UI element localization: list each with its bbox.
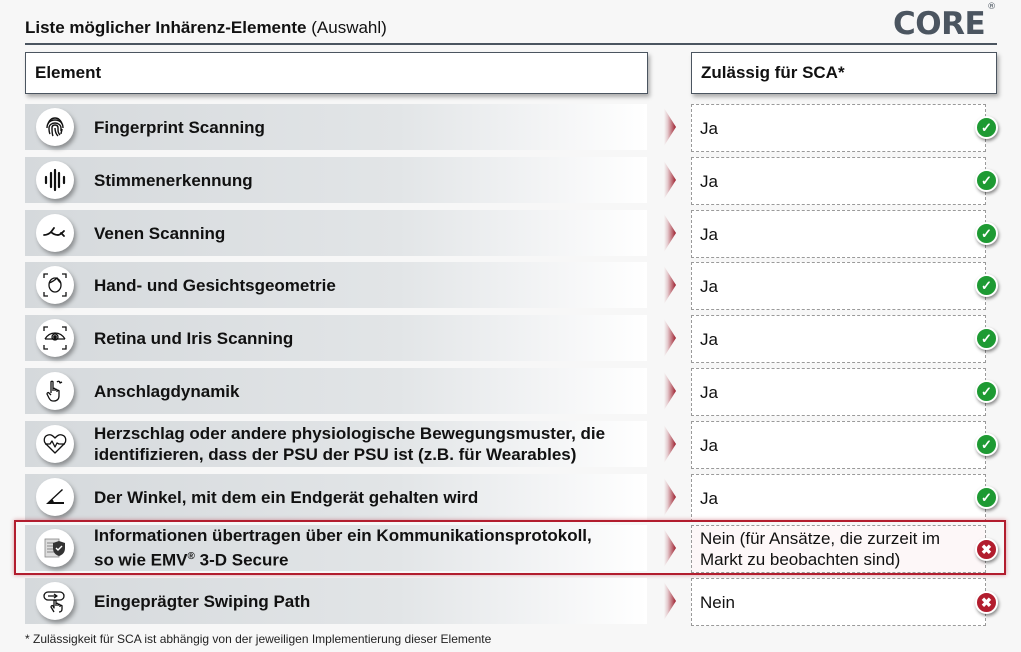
label-line-2 xyxy=(94,546,641,571)
value-line-2: Markt zu beobachten sind) xyxy=(700,550,901,569)
swipe-gesture-icon xyxy=(36,582,74,620)
row-value xyxy=(691,157,986,205)
row-value xyxy=(691,474,986,522)
title-bold: Liste möglicher Inhärenz-Elemente xyxy=(25,18,307,37)
label-text: 3-D Secure xyxy=(194,550,289,570)
eye-scan-icon xyxy=(36,319,74,357)
footnote: * Zulässigkeit für SCA ist abhängig von der jeweiligen Implementierung dieser Elemente xyxy=(25,632,492,646)
check-icon: ✓ xyxy=(975,486,998,509)
table-row xyxy=(25,262,647,308)
check-icon: ✓ xyxy=(975,327,998,350)
cross-icon: ✖ xyxy=(975,538,998,561)
value-text: Ja xyxy=(700,171,718,191)
angle-icon xyxy=(36,478,74,516)
arrow-icon xyxy=(664,372,676,410)
table-row xyxy=(25,104,647,150)
row-value xyxy=(691,421,986,469)
arrow-icon xyxy=(664,478,676,516)
finger-tap-icon xyxy=(36,372,74,410)
value-text: Ja xyxy=(700,276,718,296)
table-row xyxy=(25,210,647,256)
label-text: so wie EMV xyxy=(94,550,188,570)
row-label: Der Winkel, mit dem ein Endgerät gehalten wird xyxy=(94,487,479,507)
check-icon: ✓ xyxy=(975,222,998,245)
vein-icon xyxy=(36,214,74,252)
row-value xyxy=(691,262,986,310)
logo-registered-mark: ® xyxy=(987,1,996,12)
value-text: Nein xyxy=(700,592,735,612)
check-icon: ✓ xyxy=(975,380,998,403)
row-label: Eingeprägter Swiping Path xyxy=(94,591,311,611)
label-line-2: identifizieren, dass der PSU der PSU ist (z.B. für Wearables) xyxy=(94,445,577,464)
label-line-1: Informationen übertragen über ein Kommunikationsprotokoll, xyxy=(94,526,592,546)
fingerprint-icon xyxy=(36,108,74,146)
table-row xyxy=(25,368,647,414)
shield-document-icon xyxy=(36,529,74,567)
value-text: Ja xyxy=(700,488,718,508)
check-icon: ✓ xyxy=(975,116,998,139)
value-text: Ja xyxy=(700,329,718,349)
value-line-1: Nein (für Ansätze, die zurzeit im xyxy=(700,529,940,548)
row-value xyxy=(691,315,986,363)
row-label xyxy=(94,525,641,571)
row-value xyxy=(691,104,986,152)
row-label: Hand- und Gesichtsgeometrie xyxy=(94,275,336,295)
arrow-icon xyxy=(664,582,676,620)
voice-wave-icon xyxy=(36,161,74,199)
row-label: Retina und Iris Scanning xyxy=(94,328,294,348)
arrow-icon xyxy=(664,529,676,567)
logo-text: CORE xyxy=(893,6,986,42)
page-title xyxy=(25,18,387,38)
row-label: Stimmenerkennung xyxy=(94,170,253,190)
cross-icon: ✖ xyxy=(975,591,998,614)
arrow-icon xyxy=(664,425,676,463)
row-value xyxy=(691,525,986,573)
table-row xyxy=(25,157,647,203)
arrow-icon xyxy=(664,108,676,146)
title-suffix: (Auswahl) xyxy=(311,18,387,37)
check-icon: ✓ xyxy=(975,169,998,192)
table-row xyxy=(25,421,647,467)
table-row xyxy=(25,474,647,520)
value-text: Ja xyxy=(700,435,718,455)
row-value xyxy=(691,368,986,416)
row-label: Fingerprint Scanning xyxy=(94,117,265,137)
heartbeat-icon xyxy=(36,425,74,463)
check-icon: ✓ xyxy=(975,274,998,297)
table-row xyxy=(25,578,647,624)
table-row xyxy=(25,315,647,361)
title-divider xyxy=(25,43,997,45)
row-label xyxy=(94,423,641,465)
value-text: Ja xyxy=(700,118,718,138)
registered-mark: ® xyxy=(187,551,195,563)
row-value xyxy=(691,578,986,626)
value-text xyxy=(700,528,940,570)
table-row-highlighted xyxy=(25,525,647,571)
column-header-sca: Zulässig für SCA* xyxy=(691,52,997,94)
value-text: Ja xyxy=(700,224,718,244)
row-label: Venen Scanning xyxy=(94,223,226,243)
core-logo xyxy=(893,1,996,42)
face-scan-icon xyxy=(36,266,74,304)
column-header-element: Element xyxy=(25,52,648,94)
label-line-1: Herzschlag oder andere physiologische Bewegungsmuster, die xyxy=(94,424,606,443)
row-label: Anschlagdynamik xyxy=(94,381,240,401)
arrow-icon xyxy=(664,266,676,304)
row-value xyxy=(691,210,986,258)
check-icon: ✓ xyxy=(975,433,998,456)
arrow-icon xyxy=(664,161,676,199)
arrow-icon xyxy=(664,319,676,357)
value-text: Ja xyxy=(700,382,718,402)
arrow-icon xyxy=(664,214,676,252)
